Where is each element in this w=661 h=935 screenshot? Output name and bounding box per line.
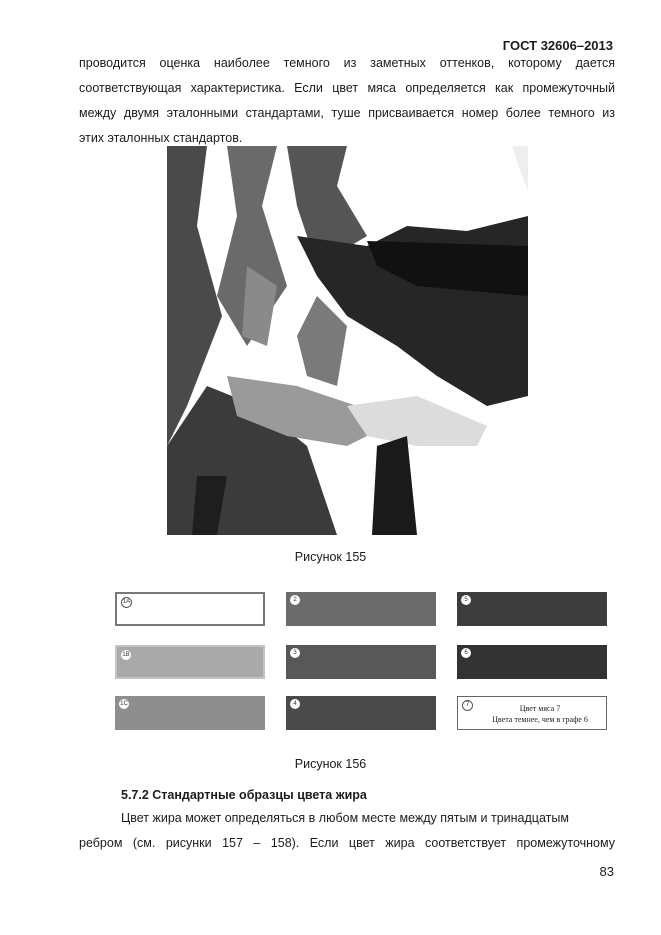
color-standard-2 <box>286 592 436 626</box>
section-heading: 5.7.2 Стандартные образцы цвета жира <box>121 788 367 802</box>
carcass-photo-image <box>167 146 528 535</box>
color-standard-4 <box>286 696 436 730</box>
color-standard-3 <box>286 645 436 679</box>
color-standard-7 <box>457 696 607 730</box>
swatch-7-note-line: Цвет мяса 7 <box>519 704 561 713</box>
swatch-7-note-line: Цвета темнее, чем в графе 6 <box>492 715 588 724</box>
color-standard-1c <box>115 696 265 730</box>
swatch-number: 6 <box>461 648 471 658</box>
swatch-number: 1B <box>122 652 130 658</box>
swatch-7-note <box>478 703 602 725</box>
page-number: 83 <box>599 864 614 879</box>
swatch-number: 1A <box>121 597 132 608</box>
color-standard-1b <box>115 645 265 679</box>
paragraph-line: Цвет жира может определяться в любом месте между пятым и тринадцатым <box>121 811 569 825</box>
paragraph-line: проводится оценка наиболее темного из заметных оттенков, которому дается <box>79 56 615 70</box>
paragraph-line: между двумя эталонными стандартами, туше присваивается номер более темного из <box>79 106 615 120</box>
swatch-number: 1C <box>120 701 128 707</box>
paragraph-line: ребром (см. рисунки 157 – 158). Если цвет жира соответствует промежуточному <box>79 836 615 850</box>
swatch-number: 3 <box>290 648 300 658</box>
color-standard-6 <box>457 645 607 679</box>
figure-155-caption: Рисунок 155 <box>294 550 367 564</box>
color-standard-5 <box>457 592 607 626</box>
swatch-number: 4 <box>290 699 300 709</box>
paragraph-meat-color-grading <box>79 51 615 151</box>
color-standard-1a <box>115 592 265 626</box>
paragraph-fat-color <box>79 806 615 856</box>
carcass-photo <box>167 146 528 535</box>
paragraph-line: этих эталонных стандартов. <box>79 131 243 145</box>
swatch-number: 7 <box>462 700 473 711</box>
document-code: ГОСТ 32606–2013 <box>502 38 613 53</box>
figure-156-caption: Рисунок 156 <box>294 757 367 771</box>
swatch-number: 2 <box>290 595 300 605</box>
swatch-number: 5 <box>461 595 471 605</box>
paragraph-line: соответствующая характеристика. Если цвет мяса определяется как промежуточный <box>79 81 615 95</box>
